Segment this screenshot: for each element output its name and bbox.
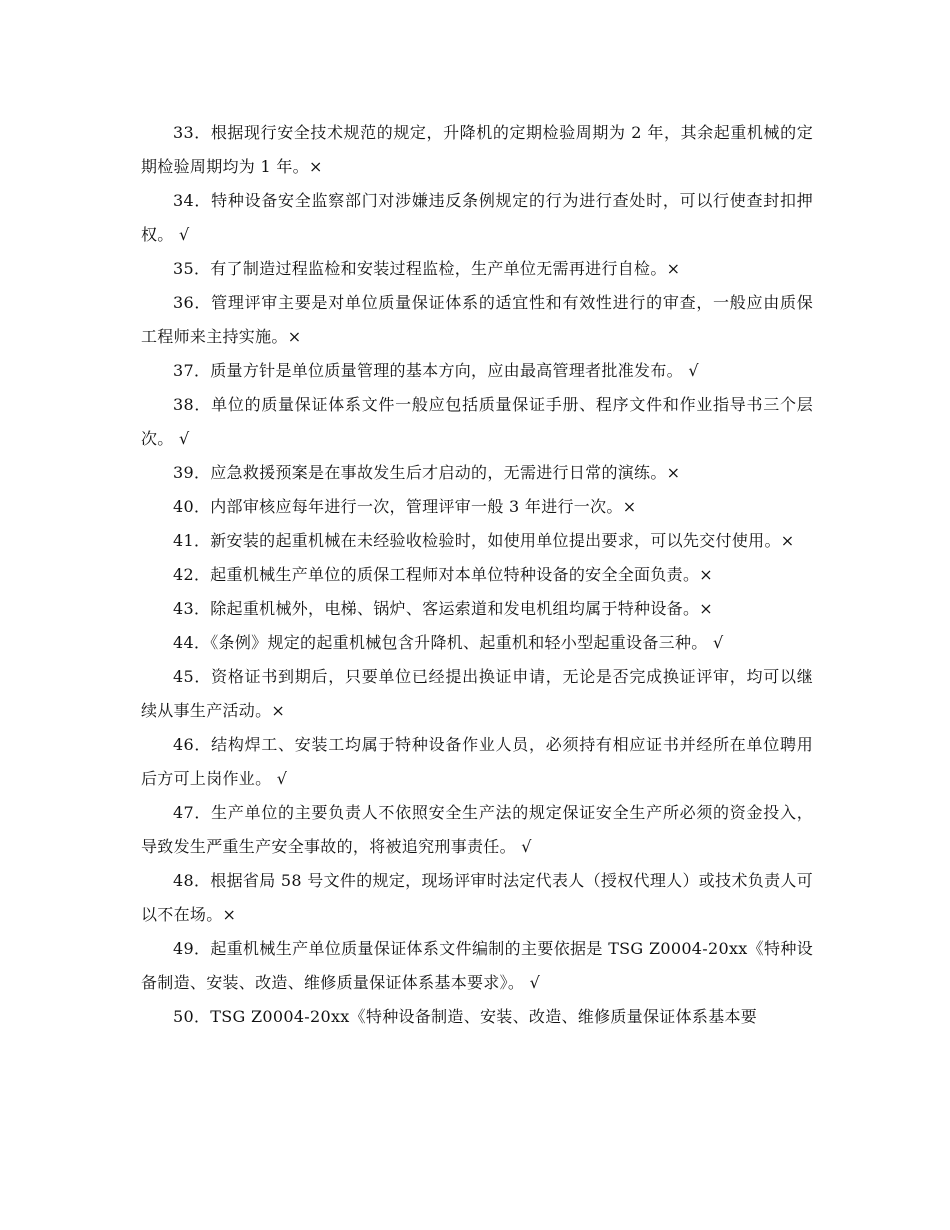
question-35: 35．有了制造过程监检和安装过程监检，生产单位无需再进行自检。×	[173, 259, 681, 278]
question-47: 47．生产单位的主要负责人不依照安全生产法的规定保证安全生产所必须的资金投入，导致发生严重生产安全事故的，将被追究刑事责任。 √	[141, 803, 813, 856]
question-49: 49．起重机械生产单位质量保证体系文件编制的主要依据是 TSG Z0004-20xx《特种设备制造、安装、改造、维修质量保证体系基本要求》。 √	[141, 939, 813, 992]
question-50: 50．TSG Z0004-20xx《特种设备制造、安装、改造、维修质量保证体系基本要	[173, 1007, 758, 1026]
question-43: 43．除起重机械外，电梯、锅炉、客运索道和发电机组均属于特种设备。×	[173, 599, 713, 618]
question-list	[141, 116, 813, 1034]
question-48: 48．根据省局 58 号文件的规定，现场评审时法定代表人（授权代理人）或技术负责人可以不在场。×	[141, 871, 813, 924]
question-40: 40．内部审核应每年进行一次，管理评审一般 3 年进行一次。×	[173, 497, 637, 516]
question-38: 38．单位的质量保证体系文件一般应包括质量保证手册、程序文件和作业指导书三个层次。 √	[141, 395, 813, 448]
question-37: 37．质量方针是单位质量管理的基本方向，应由最高管理者批准发布。 √	[173, 361, 699, 380]
question-45: 45．资格证书到期后，只要单位已经提出换证申请，无论是否完成换证评审，均可以继续从事生产活动。×	[141, 667, 813, 720]
question-39: 39．应急救援预案是在事故发生后才启动的，无需进行日常的演练。×	[173, 463, 681, 482]
question-46: 46．结构焊工、安装工均属于特种设备作业人员，必须持有相应证书并经所在单位聘用后方可上岗作业。 √	[141, 735, 813, 788]
question-44: 44．《条例》规定的起重机械包含升降机、起重机和轻小型起重设备三种。 √	[173, 633, 724, 652]
question-36: 36．管理评审主要是对单位质量保证体系的适宜性和有效性进行的审查，一般应由质保工程师来主持实施。×	[141, 293, 813, 346]
question-41: 41．新安装的起重机械在未经验收检验时，如使用单位提出要求，可以先交付使用。×	[173, 531, 795, 550]
question-33: 33．根据现行安全技术规范的规定，升降机的定期检验周期为 2 年，其余起重机械的定期检验周期均为 1 年。×	[141, 123, 813, 176]
question-34: 34．特种设备安全监察部门对涉嫌违反条例规定的行为进行查处时，可以行使查封扣押权。 √	[141, 191, 813, 244]
question-42: 42．起重机械生产单位的质保工程师对本单位特种设备的安全全面负责。×	[173, 565, 713, 584]
